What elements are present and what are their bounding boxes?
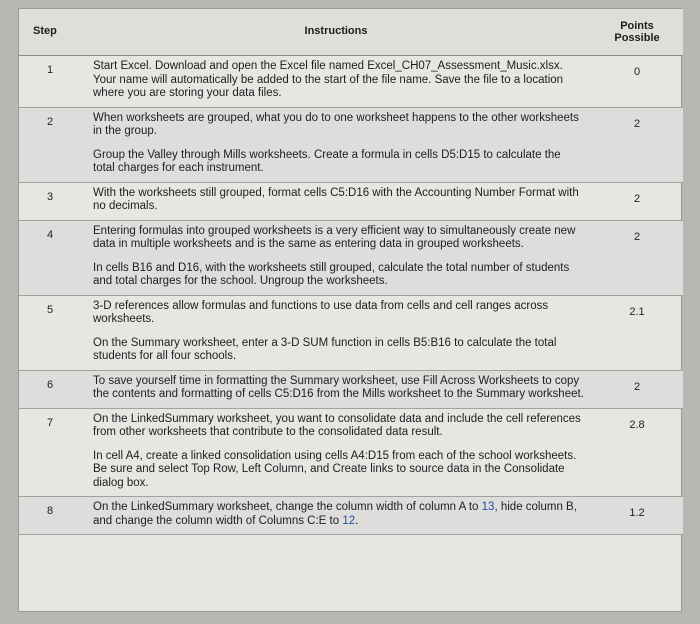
instruction-cell: [81, 107, 591, 182]
instruction-text: Start Excel. Download and open the Excel file named Excel_CH07_Assessment_Music.xlsx. Your name will automatically be added to the start of the file name. Save the file to a location where you are storing your data files.: [93, 60, 564, 99]
step-number: 2: [19, 107, 81, 182]
instruction-cell: [81, 408, 591, 497]
highlighted-value: 12: [342, 514, 356, 527]
step-number: 5: [19, 295, 81, 370]
instruction-text-part: .: [355, 514, 359, 527]
instructions-sheet: [18, 8, 682, 612]
step-number: 1: [19, 56, 81, 108]
table-row: [19, 497, 683, 535]
table-row: [19, 370, 683, 408]
instruction-text: On the Summary worksheet, enter a 3-D SUM function in cells B5:B16 to calculate the total students for all four schools.: [93, 336, 557, 362]
instruction-text: In cell A4, create a linked consolidation using cells A4:D15 from each of the school worksheets. Be sure and select Top Row, Left Column, and Create links to source data in the Consolidate dialog box.: [93, 449, 577, 489]
points-value: 2.1: [591, 295, 683, 370]
table-row: [19, 295, 683, 370]
instructions-column-header: Instructions: [81, 9, 591, 56]
points-value: 1.2: [591, 497, 683, 535]
step-number: 6: [19, 370, 81, 408]
instruction-cell: [81, 182, 591, 220]
instruction-text: Group the Valley through Mills worksheets. Create a formula in cells D5:D15 to calculate the total charges for each instrument.: [93, 148, 561, 174]
step-number: 8: [19, 497, 81, 535]
points-column-header: [591, 9, 683, 56]
instruction-cell: [81, 220, 591, 295]
instruction-cell: [81, 497, 591, 535]
instruction-cell: [81, 56, 591, 108]
points-value: 2: [591, 370, 683, 408]
instruction-text: With the worksheets still grouped, format cells C5:D16 with the Accounting Number Format with no decimals.: [93, 186, 579, 212]
instruction-cell: [81, 295, 591, 370]
instruction-text: When worksheets are grouped, what you do to one worksheet happens to the other worksheets in the group.: [93, 111, 579, 137]
highlighted-value: 13: [481, 501, 495, 513]
table-row: [19, 220, 683, 295]
table-row: [19, 408, 683, 497]
table-row: [19, 56, 683, 108]
points-header-line1: Points: [620, 20, 654, 32]
instruction-text: 3-D references allow formulas and functions to use data from cells and cell ranges across worksheets.: [93, 299, 549, 325]
instructions-table: [19, 9, 683, 535]
table-header-row: [19, 9, 683, 56]
step-number: 4: [19, 220, 81, 295]
step-number: 7: [19, 408, 81, 497]
points-value: 2: [591, 220, 683, 295]
instruction-text: Entering formulas into grouped worksheets is a very efficient way to simultaneously create new data in multiple worksheets and is the same as entering data in grouped worksheets.: [93, 224, 576, 250]
table-row: [19, 107, 683, 182]
points-value: 2: [591, 182, 683, 220]
instruction-text: In cells B16 and D16, with the worksheets still grouped, calculate the total number of students and total charges for the school. Ungroup the worksheets.: [93, 261, 570, 287]
points-value: 2.8: [591, 408, 683, 497]
points-value: 2: [591, 107, 683, 182]
instruction-text-part: On the LinkedSummary worksheet, change the column width of column A to: [93, 501, 482, 513]
points-header-line2: Possible: [614, 32, 660, 44]
step-number: 3: [19, 182, 81, 220]
instruction-cell: [81, 370, 591, 408]
table-row: [19, 182, 683, 220]
instruction-text-part: , hide column B, and change the column width of Columns C:E to: [93, 501, 577, 527]
step-column-header: Step: [19, 9, 81, 56]
instruction-text: To save yourself time in formatting the Summary worksheet, use Fill Across Worksheets to copy the contents and formatting of cells C5:D16 from the Mills worksheet to the Summary worksheet.: [93, 374, 584, 400]
instruction-text: [93, 501, 585, 528]
instruction-text: On the LinkedSummary worksheet, you want to consolidate data and include the cell references from other worksheets that contribute to the consolidated data result.: [93, 412, 581, 438]
points-value: 0: [591, 56, 683, 108]
